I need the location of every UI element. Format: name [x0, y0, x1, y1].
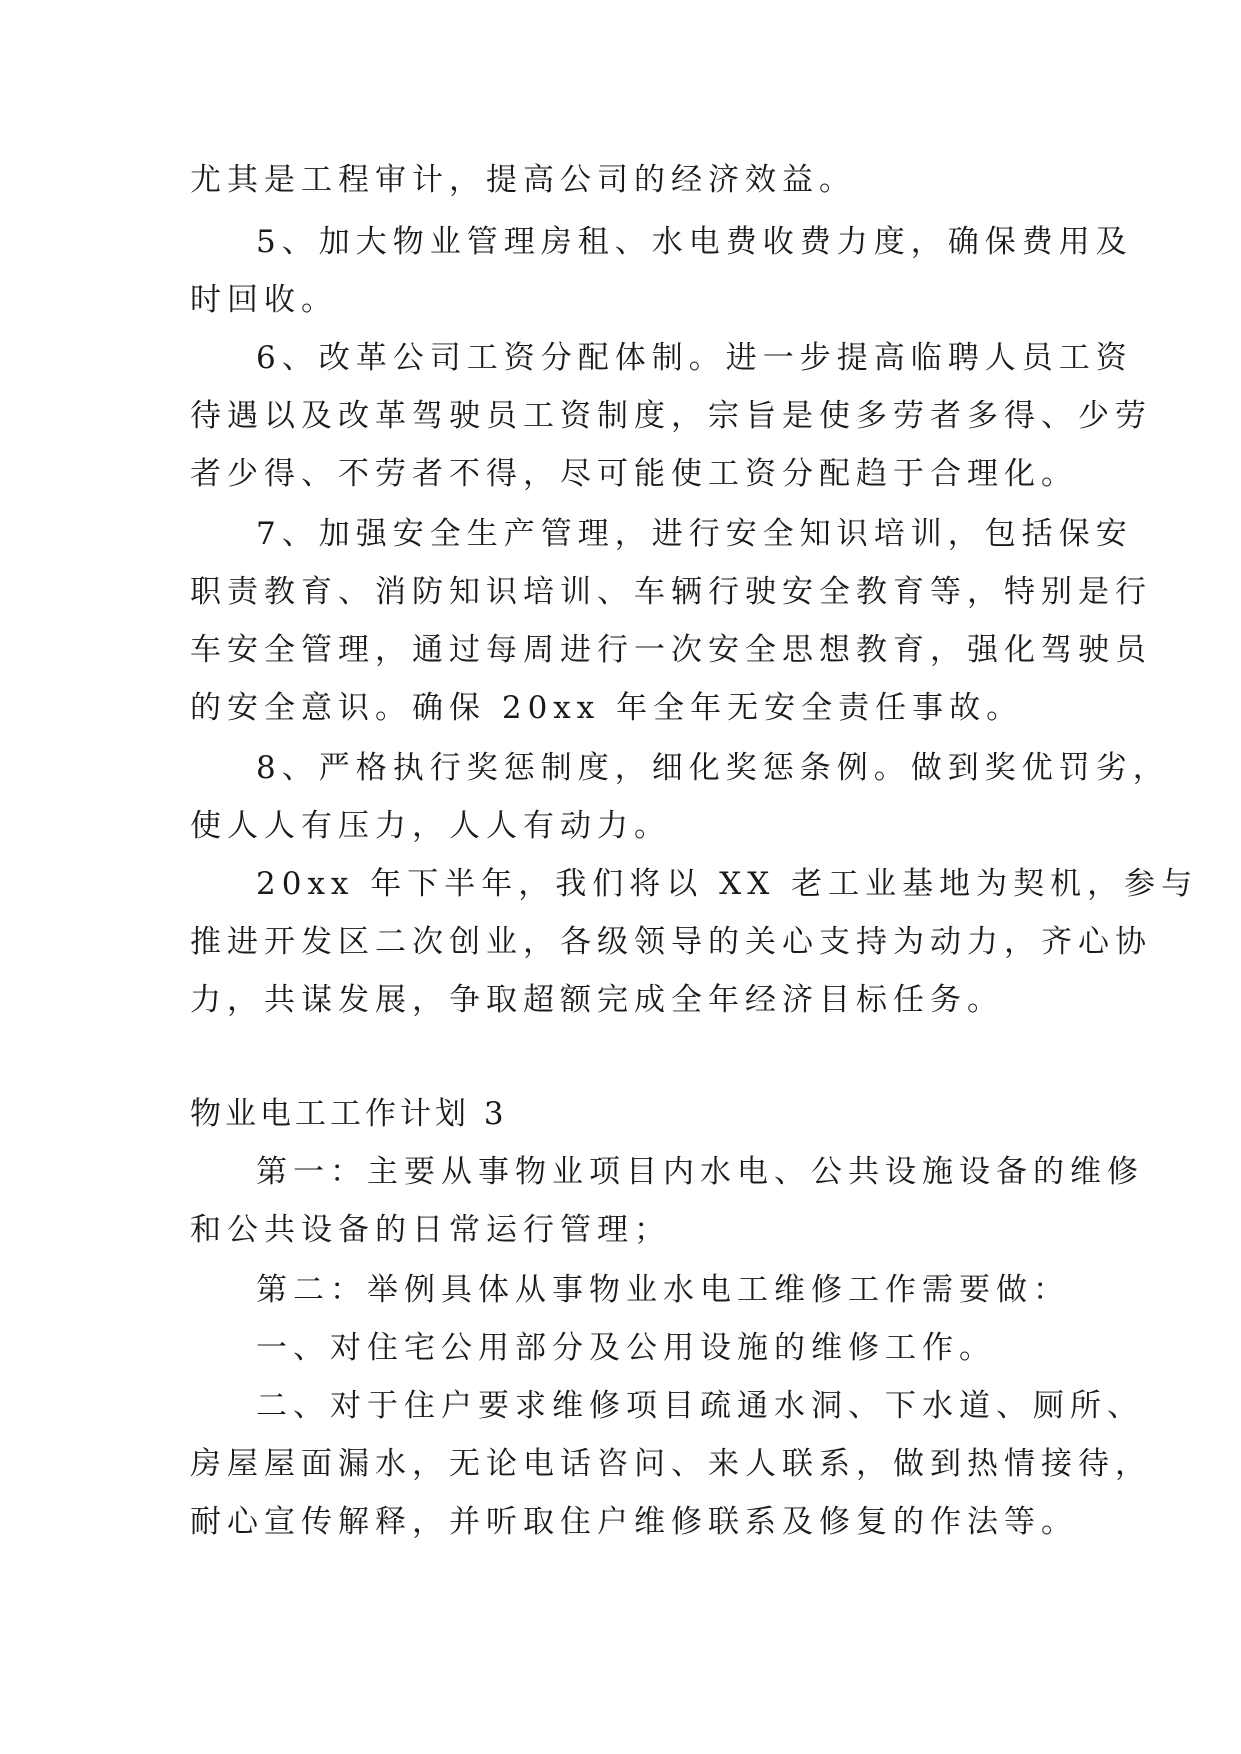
paragraph-line: 推进开发区二次创业，各级领导的关心支持为动力，齐心协: [190, 924, 1152, 960]
paragraph-line: 耐心宣传解释，并听取住户维修联系及修复的作法等。: [190, 1504, 1078, 1540]
paragraph-line: 者少得、不劳者不得，尽可能使工资分配趋于合理化。: [190, 456, 1078, 492]
paragraph-line: 的安全意识。确保 20xx 年全年无安全责任事故。: [190, 690, 1024, 726]
paragraph-line: 时回收。: [190, 282, 338, 318]
paragraph-line: 力，共谋发展，争取超额完成全年经济目标任务。: [190, 982, 1004, 1018]
paragraph-line: 5、加大物业管理房租、水电费收费力度，确保费用及: [256, 224, 1133, 260]
paragraph-line: 6、改革公司工资分配体制。进一步提高临聘人员工资: [256, 340, 1133, 376]
paragraph-line: 二、对于住户要求维修项目疏通水洞、下水道、厕所、: [256, 1388, 1144, 1424]
paragraph-line: 20xx 年下半年，我们将以 XX 老工业基地为契机，参与: [256, 866, 1199, 902]
paragraph-line: 第二：举例具体从事物业水电工维修工作需要做：: [256, 1272, 1070, 1308]
paragraph-line: 使人人有压力，人人有动力。: [190, 808, 671, 844]
paragraph-line: 职责教育、消防知识培训、车辆行驶安全教育等，特别是行: [190, 574, 1152, 610]
paragraph-line: 和公共设备的日常运行管理；: [190, 1212, 671, 1248]
paragraph-line: 房屋屋面漏水，无论电话咨问、来人联系，做到热情接待，: [190, 1446, 1152, 1482]
paragraph-line: 7、加强安全生产管理，进行安全知识培训，包括保安: [256, 516, 1133, 552]
paragraph-line: 车安全管理，通过每周进行一次安全思想教育，强化驾驶员: [190, 632, 1152, 668]
section-title: 物业电工工作计划 3: [190, 1096, 508, 1132]
paragraph-line: 尤其是工程审计，提高公司的经济效益。: [190, 162, 856, 198]
paragraph-line: 一、对住宅公用部分及公用设施的维修工作。: [256, 1330, 996, 1366]
paragraph-line: 8、严格执行奖惩制度，细化奖惩条例。做到奖优罚劣，: [256, 750, 1170, 786]
paragraph-line: 待遇以及改革驾驶员工资制度，宗旨是使多劳者多得、少劳: [190, 398, 1152, 434]
paragraph-line: 第一：主要从事物业项目内水电、公共设施设备的维修: [256, 1154, 1144, 1190]
